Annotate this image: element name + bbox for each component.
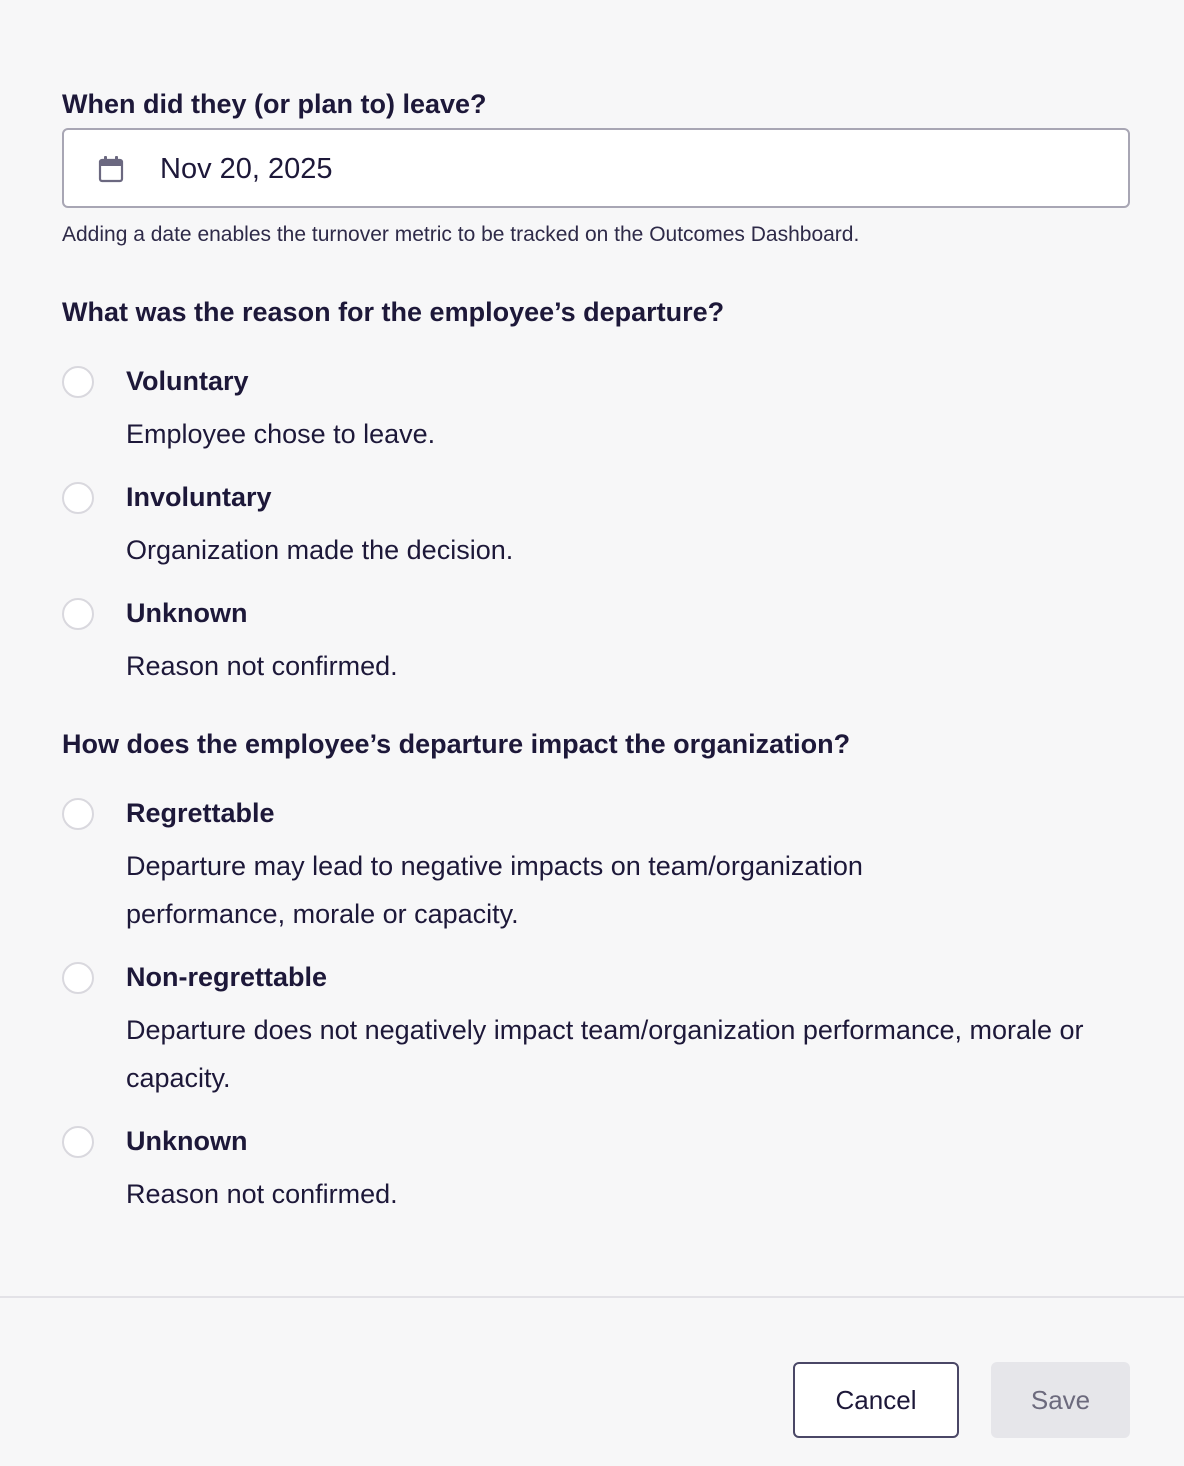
option-description: Reason not confirmed. [126,1179,398,1209]
save-button[interactable]: Save [991,1362,1130,1438]
option-description: Departure may lead to negative impacts on team/organization performance, morale or capacity. [126,851,863,929]
footer-divider [0,1296,1184,1298]
cancel-button[interactable]: Cancel [793,1362,959,1438]
leave-date-label: When did they (or plan to) leave? [62,89,487,119]
reason-radio-involuntary[interactable] [62,482,94,514]
leave-date-hint: Adding a date enables the turnover metric to be tracked on the Outcomes Dashboard. [62,223,860,246]
calendar-icon [98,155,124,183]
impact-question: How does the employee’s departure impact the organization? [62,729,851,759]
option-title: Regrettable [126,798,275,828]
option-title: Voluntary [126,366,249,396]
option-title: Involuntary [126,482,272,512]
leave-date-input[interactable] [62,128,1130,208]
reason-radio-unknown[interactable] [62,598,94,630]
option-description: Employee chose to leave. [126,419,436,449]
impact-radio-regrettable[interactable] [62,798,94,830]
reason-question: What was the reason for the employee’s departure? [62,297,725,327]
leave-date-value: Nov 20, 2025 [160,153,333,185]
option-description: Organization made the decision. [126,535,514,565]
reason-radio-voluntary[interactable] [62,366,94,398]
option-title: Unknown [126,598,248,628]
option-description: Reason not confirmed. [126,651,398,681]
impact-radio-unknown[interactable] [62,1126,94,1158]
option-title: Unknown [126,1126,248,1156]
option-description: Departure does not negatively impact team/organization performance, morale or capacity. [126,1015,1084,1093]
option-title: Non-regrettable [126,962,328,992]
impact-radio-non-regrettable[interactable] [62,962,94,994]
